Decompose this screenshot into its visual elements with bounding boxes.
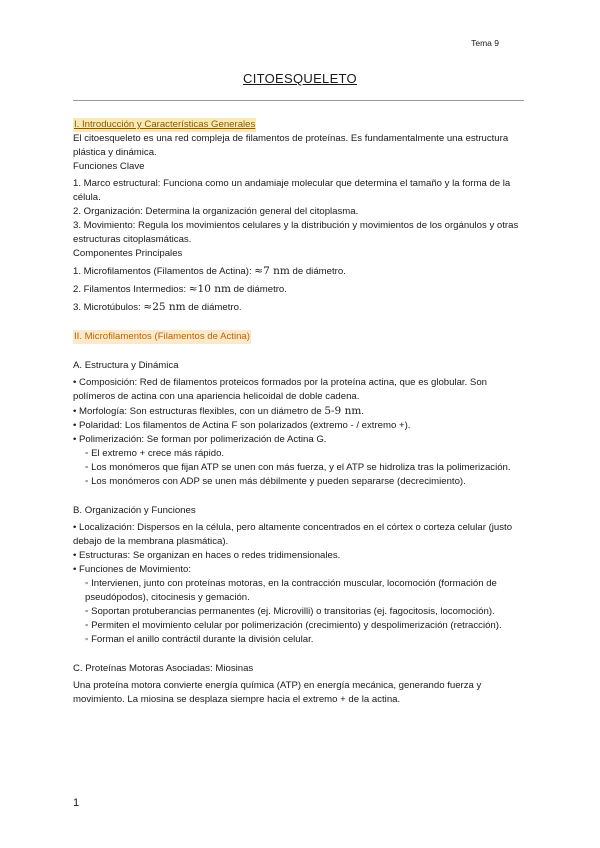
- miosina-paragraph: Una proteína motora convierte energía química (ATP) en energía mecánica, generando fuerza y movimiento. La miosina se desplaza siempre hacia el extremo + de la actina.: [73, 680, 482, 705]
- subsection-a-title: A. Estructura y Dinámica: [73, 360, 179, 371]
- bullet-morfologia: • Morfología: Son estructuras flexibles, con un diámetro de 5-9 nm.: [73, 405, 364, 417]
- page-title: CITOESQUELETO: [243, 71, 357, 86]
- bullet-polaridad: • Polaridad: Los filamentos de Actina F son polarizados (extremo - / extremo +).: [73, 420, 411, 431]
- componente-item: 2. Filamentos Intermedios: ≈10 nm de diámetro.: [73, 283, 287, 295]
- sub-bullet: ◦ Forman el anillo contráctil durante la división celular.: [85, 634, 314, 645]
- intro-paragraph: El citoesqueleto es una red compleja de filamentos de proteínas. Es fundamentalmente una estructura plástica y dinámica.: [73, 133, 509, 158]
- section-1-heading: I. Introducción y Características Generales: [74, 119, 256, 130]
- bullet-polimerizacion: • Polimerización: Se forman por polimerización de Actina G.: [73, 434, 327, 445]
- componente-item: 1. Microfilamentos (Filamentos de Actina): ≈7 nm de diámetro.: [73, 265, 346, 277]
- section-2-heading: II. Microfilamentos (Filamentos de Actina): [74, 331, 250, 342]
- bullet-localizacion: • Localización: Dispersos en la célula, pero altamente concentrados en el córtex o corteza celular (justo debajo de la membrana plasmática).: [73, 522, 513, 547]
- componentes-title: Componentes Principales: [73, 248, 183, 259]
- funcion-item: 3. Movimiento: Regula los movimientos celulares y la distribución y movimientos de los orgánulos y otras estructuras citoplasmáticas.: [73, 220, 519, 245]
- page-number: 1: [73, 797, 80, 809]
- document-body: [73, 118, 529, 707]
- sub-bullet: ◦ Permiten el movimiento celular por polimerización (crecimiento) y despolimerización (retracción).: [85, 620, 502, 631]
- subsection-c-title: C. Proteínas Motoras Asociadas: Miosinas: [73, 663, 254, 674]
- funcion-item: 2. Organización: Determina la organización general del citoplasma.: [73, 206, 359, 217]
- componente-item: 3. Microtúbulos: ≈25 nm de diámetro.: [73, 301, 242, 313]
- bullet-estructuras: • Estructuras: Se organizan en haces o redes tridimensionales.: [73, 550, 341, 561]
- funcion-item: 1. Marco estructural: Funciona como un andamiaje molecular que determina el tamaño y la forma de la célula.: [73, 178, 511, 203]
- bullet-funciones: • Funciones de Movimiento:: [73, 564, 192, 575]
- sub-bullet: ◦ Los monómeros con ADP se unen más débilmente y pueden separarse (decrecimiento).: [85, 476, 466, 487]
- funciones-title: Funciones Clave: [73, 161, 145, 172]
- sub-bullet: ◦ Intervienen, junto con proteínas motoras, en la contracción muscular, locomoción (formación de pseudópodos), citocinesis y gemación.: [85, 578, 497, 603]
- sub-bullet: ◦ Soportan protuberancias permanentes (ej. Microvilli) o transitorias (ej. fagocitosis, locomoción).: [85, 606, 495, 617]
- bullet-composicion: • Composición: Red de filamentos proteicos formados por la proteína actina, que es globular. Son polímeros de actina con una apariencia helicoidal de doble cadena.: [73, 377, 487, 402]
- sub-bullet: ◦ Los monómeros que fijan ATP se unen con más fuerza, y el ATP se hidroliza tras la polimerización.: [85, 462, 511, 473]
- subsection-b-title: B. Organización y Funciones: [73, 505, 196, 516]
- topic-label: Tema 9: [471, 38, 499, 48]
- title-divider: [73, 100, 524, 101]
- sub-bullet: ◦ El extremo + crece más rápido.: [85, 448, 225, 459]
